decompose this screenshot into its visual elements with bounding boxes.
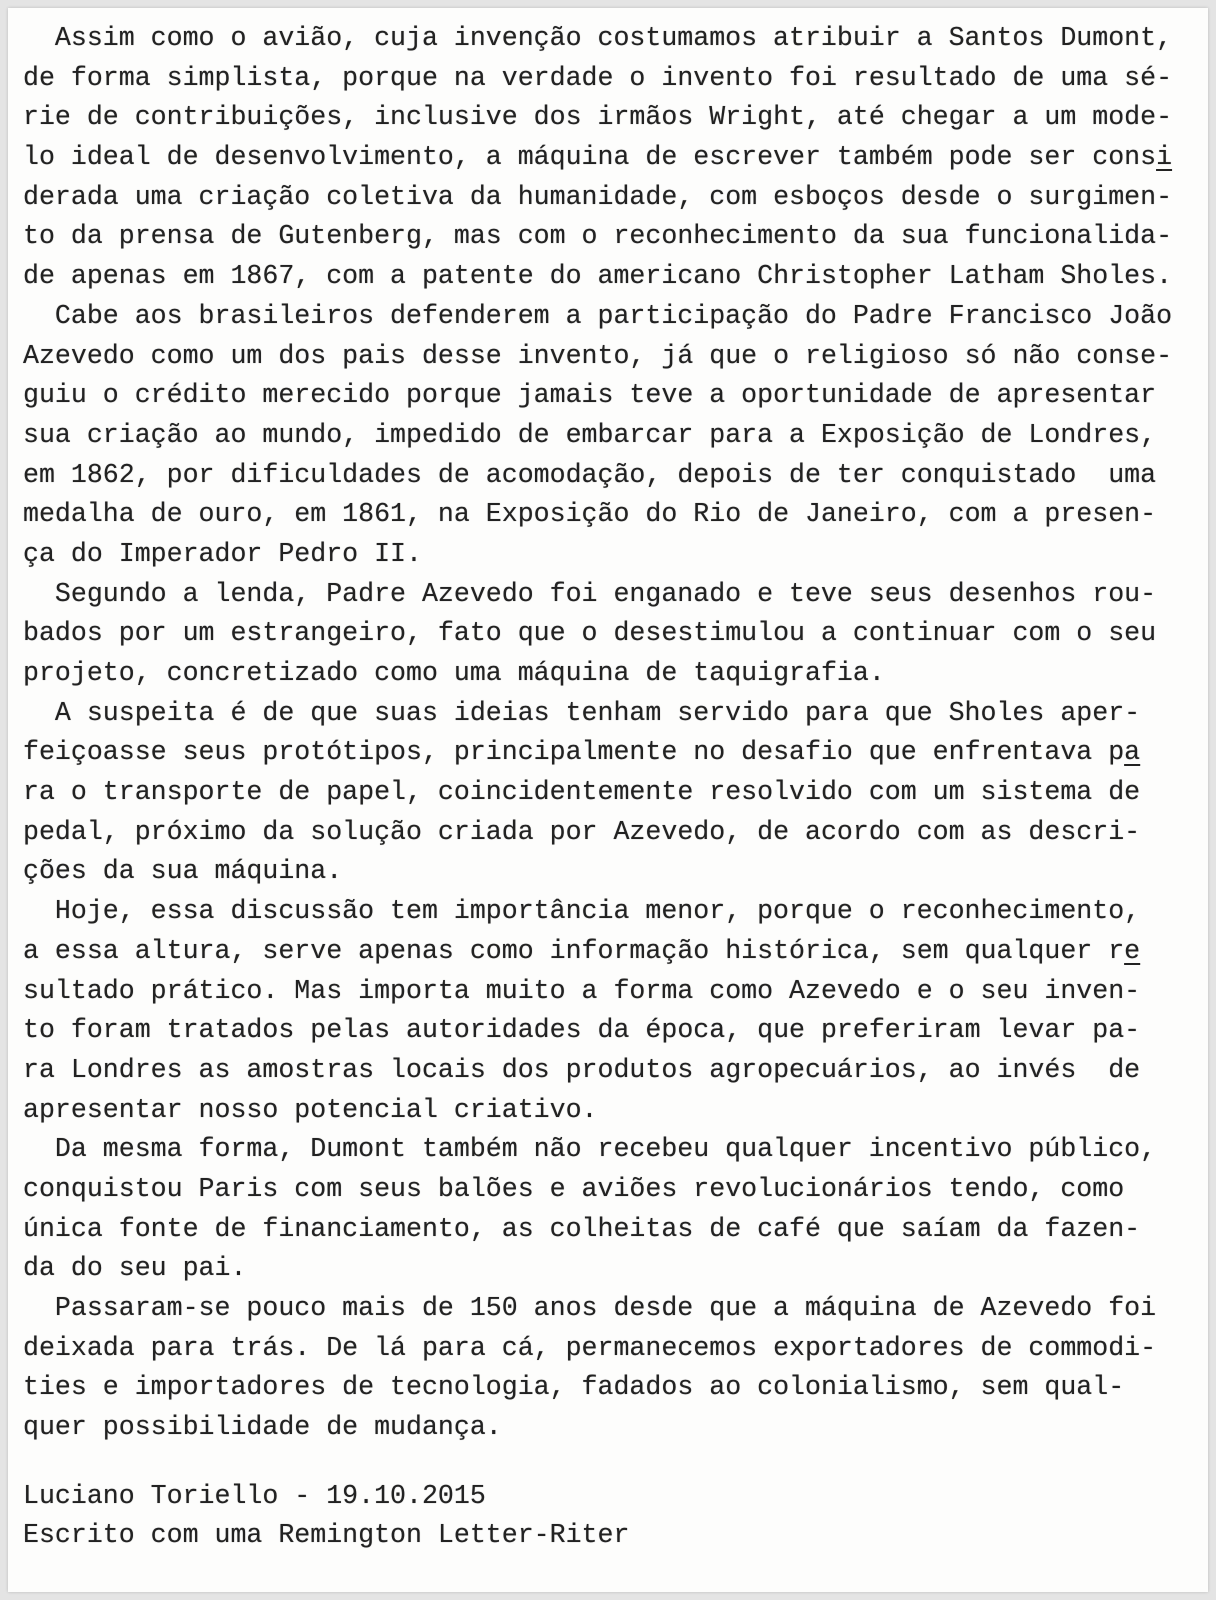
- text-line: Azevedo como um dos pais desse invento, já que o religioso só não conse-: [23, 340, 1173, 371]
- text-line: Hoje, essa discussão tem importância menor, porque o reconhecimento,: [54, 896, 1141, 927]
- text-line: Passaram-se pouco mais de 150 anos desde que a máquina de Azevedo foi: [54, 1293, 1157, 1323]
- text-line: sua criação ao mundo, impedido de embarcar para a Exposição de Londres,: [23, 419, 1157, 450]
- text-line: projeto, concretizado como uma máquina de taquigrafia.: [23, 658, 885, 688]
- text-line: rie de contribuições, inclusive dos irmãos Wright, até chegar a um mode-: [23, 102, 1173, 133]
- text-line: pedal, próximo da solução criada por Azevedo, de acordo com as descri-: [23, 816, 1141, 847]
- paragraph: [23, 297, 1172, 575]
- text-line: da do seu pai.: [23, 1253, 247, 1284]
- underlined-char: i: [1156, 142, 1173, 173]
- text-line: Assim como o avião, cuja invenção costumamos atribuir a Santos Dumont,: [54, 23, 1173, 53]
- text-line: [23, 733, 1172, 773]
- text-line: ça do Imperador Pedro II.: [23, 538, 422, 569]
- typed-text-body: [23, 19, 1172, 1556]
- text-line: A suspeita é de que suas ideias tenham servido para que Sholes aper-: [54, 697, 1141, 728]
- text-line: to foram tratados pelas autoridades da época, que preferiram levar pa-: [23, 1015, 1141, 1046]
- author-date-line: Luciano Toriello - 19.10.2015: [23, 1480, 486, 1511]
- paragraph: [23, 19, 1172, 297]
- text-line: conquistou Paris com seus balões e aviões revolucionários tendo, como: [23, 1173, 1125, 1204]
- text-line-main: lo ideal de desenvolvimento, a máquina de escrever também pode ser cons: [23, 142, 1157, 173]
- text-line-main: a essa altura, serve apenas como informação histórica, sem qualquer r: [23, 935, 1125, 966]
- signature-block: [23, 1477, 1172, 1556]
- text-line: única fonte de financiamento, as colheitas de café que saíam da fazen-: [23, 1213, 1141, 1244]
- paragraph: [23, 694, 1172, 892]
- text-line: ções da sua máquina.: [23, 856, 343, 887]
- text-line: [23, 138, 1172, 178]
- text-line: ra Londres as amostras locais dos produtos agropecuários, ao invés de: [23, 1054, 1141, 1085]
- paragraph: [23, 1289, 1172, 1448]
- text-line: guiu o crédito merecido porque jamais teve a oportunidade de apresentar: [23, 380, 1157, 411]
- text-line: bados por um estrangeiro, fato que o desestimulou a continuar com o seu: [23, 618, 1157, 649]
- text-line: de apenas em 1867, com a patente do americano Christopher Latham Sholes.: [23, 261, 1173, 292]
- text-line: deixada para trás. De lá para cá, permanecemos exportadores de commodi-: [23, 1332, 1157, 1363]
- text-line-main: feiçoasse seus protótipos, principalmente no desafio que enfrentava p: [23, 737, 1125, 768]
- text-line: Cabe aos brasileiros defenderem a participação do Padre Francisco João: [54, 300, 1173, 331]
- typewriter-note-line: Escrito com uma Remington Letter-Riter: [23, 1520, 630, 1551]
- text-line: Segundo a lenda, Padre Azevedo foi enganado e teve seus desenhos rou-: [54, 578, 1157, 609]
- typed-page: [8, 8, 1208, 1592]
- text-line: quer possibilidade de mudança.: [23, 1412, 502, 1443]
- paragraph: [23, 575, 1172, 694]
- underlined-char: e: [1124, 935, 1141, 966]
- text-line: derada uma criação coletiva da humanidade, com esboços desde o surgimen-: [23, 181, 1173, 212]
- text-line: ties e importadores de tecnologia, fadados ao colonialismo, sem qual-: [23, 1372, 1125, 1403]
- text-line: em 1862, por dificuldades de acomodação, depois de ter conquistado uma: [23, 459, 1157, 490]
- paragraph: [23, 1130, 1172, 1289]
- text-line: apresentar nosso potencial criativo.: [23, 1094, 598, 1125]
- underlined-char: a: [1124, 737, 1141, 768]
- text-line: ra o transporte de papel, coincidentemente resolvido com um sistema de: [23, 777, 1141, 808]
- text-line: de forma simplista, porque na verdade o invento foi resultado de uma sé-: [23, 62, 1173, 93]
- paragraph: [23, 892, 1172, 1130]
- text-line: Da mesma forma, Dumont também não recebeu qualquer incentivo público,: [54, 1134, 1157, 1165]
- text-line: sultado prático. Mas importa muito a forma como Azevedo e o seu inven-: [23, 975, 1141, 1006]
- text-line: [23, 932, 1172, 972]
- text-line: to da prensa de Gutenberg, mas com o reconhecimento da sua funcionalida-: [23, 221, 1173, 252]
- text-line: medalha de ouro, em 1861, na Exposição do Rio de Janeiro, com a presen-: [23, 499, 1157, 530]
